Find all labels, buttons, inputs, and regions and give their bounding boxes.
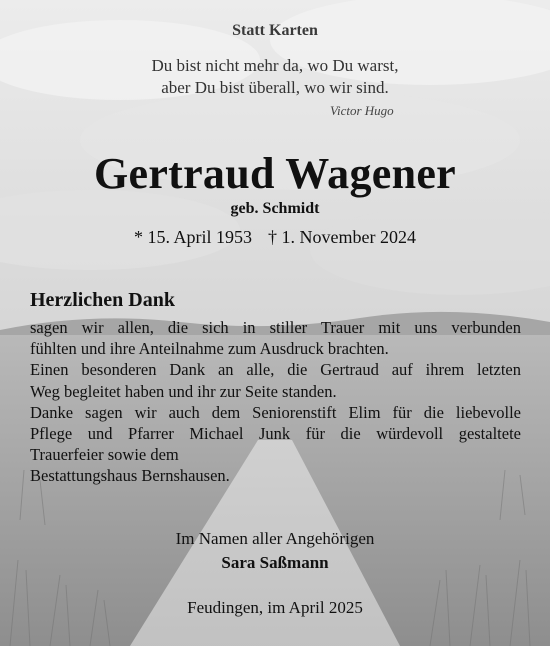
quote-author: Victor Hugo bbox=[330, 103, 394, 118]
death-date: † 1. November 2024 bbox=[268, 227, 416, 247]
birth-name: geb. Schmidt bbox=[230, 200, 320, 217]
thanks-line: Trauerfeier sowie dem bbox=[30, 445, 179, 465]
thanks-heading: Herzlichen Dank bbox=[30, 289, 175, 311]
thanks-line: fühlten und ihre Anteilnahme zum Ausdruck brachten. bbox=[30, 339, 389, 359]
thanks-line: sagen wir allen, die sich in stiller Trauer mit uns verbunden bbox=[30, 318, 521, 337]
place-and-date: Feudingen, im April 2025 bbox=[187, 598, 363, 617]
thanks-line: Einen besonderen Dank an alle, die Gertraud auf ihrem letzten bbox=[30, 360, 521, 380]
quote-line-1: Du bist nicht mehr da, wo Du warst, bbox=[151, 56, 399, 75]
thanks-line: Weg begleitet haben und ihr zur Seite standen. bbox=[30, 381, 337, 401]
deceased-name: Gertraud Wagener bbox=[93, 149, 457, 198]
header-statt-karten: Statt Karten bbox=[232, 22, 318, 39]
thanks-line: Pflege und Pfarrer Michael Junk für die würdevoll gestaltete bbox=[30, 424, 521, 444]
thanks-body bbox=[30, 317, 521, 487]
birth-date: * 15. April 1953 bbox=[134, 227, 253, 247]
life-dates bbox=[0, 227, 550, 248]
quote-line-2: aber Du bist überall, wo wir sind. bbox=[161, 78, 389, 97]
on-behalf-line: Im Namen aller Angehörigen bbox=[175, 529, 375, 548]
signer-name: Sara Saßmann bbox=[221, 553, 329, 572]
thanks-line: Bestattungshaus Bernshausen. bbox=[30, 466, 230, 486]
thanks-line: Danke sagen wir auch dem Seniorenstift Elim für die liebevolle bbox=[30, 402, 521, 422]
